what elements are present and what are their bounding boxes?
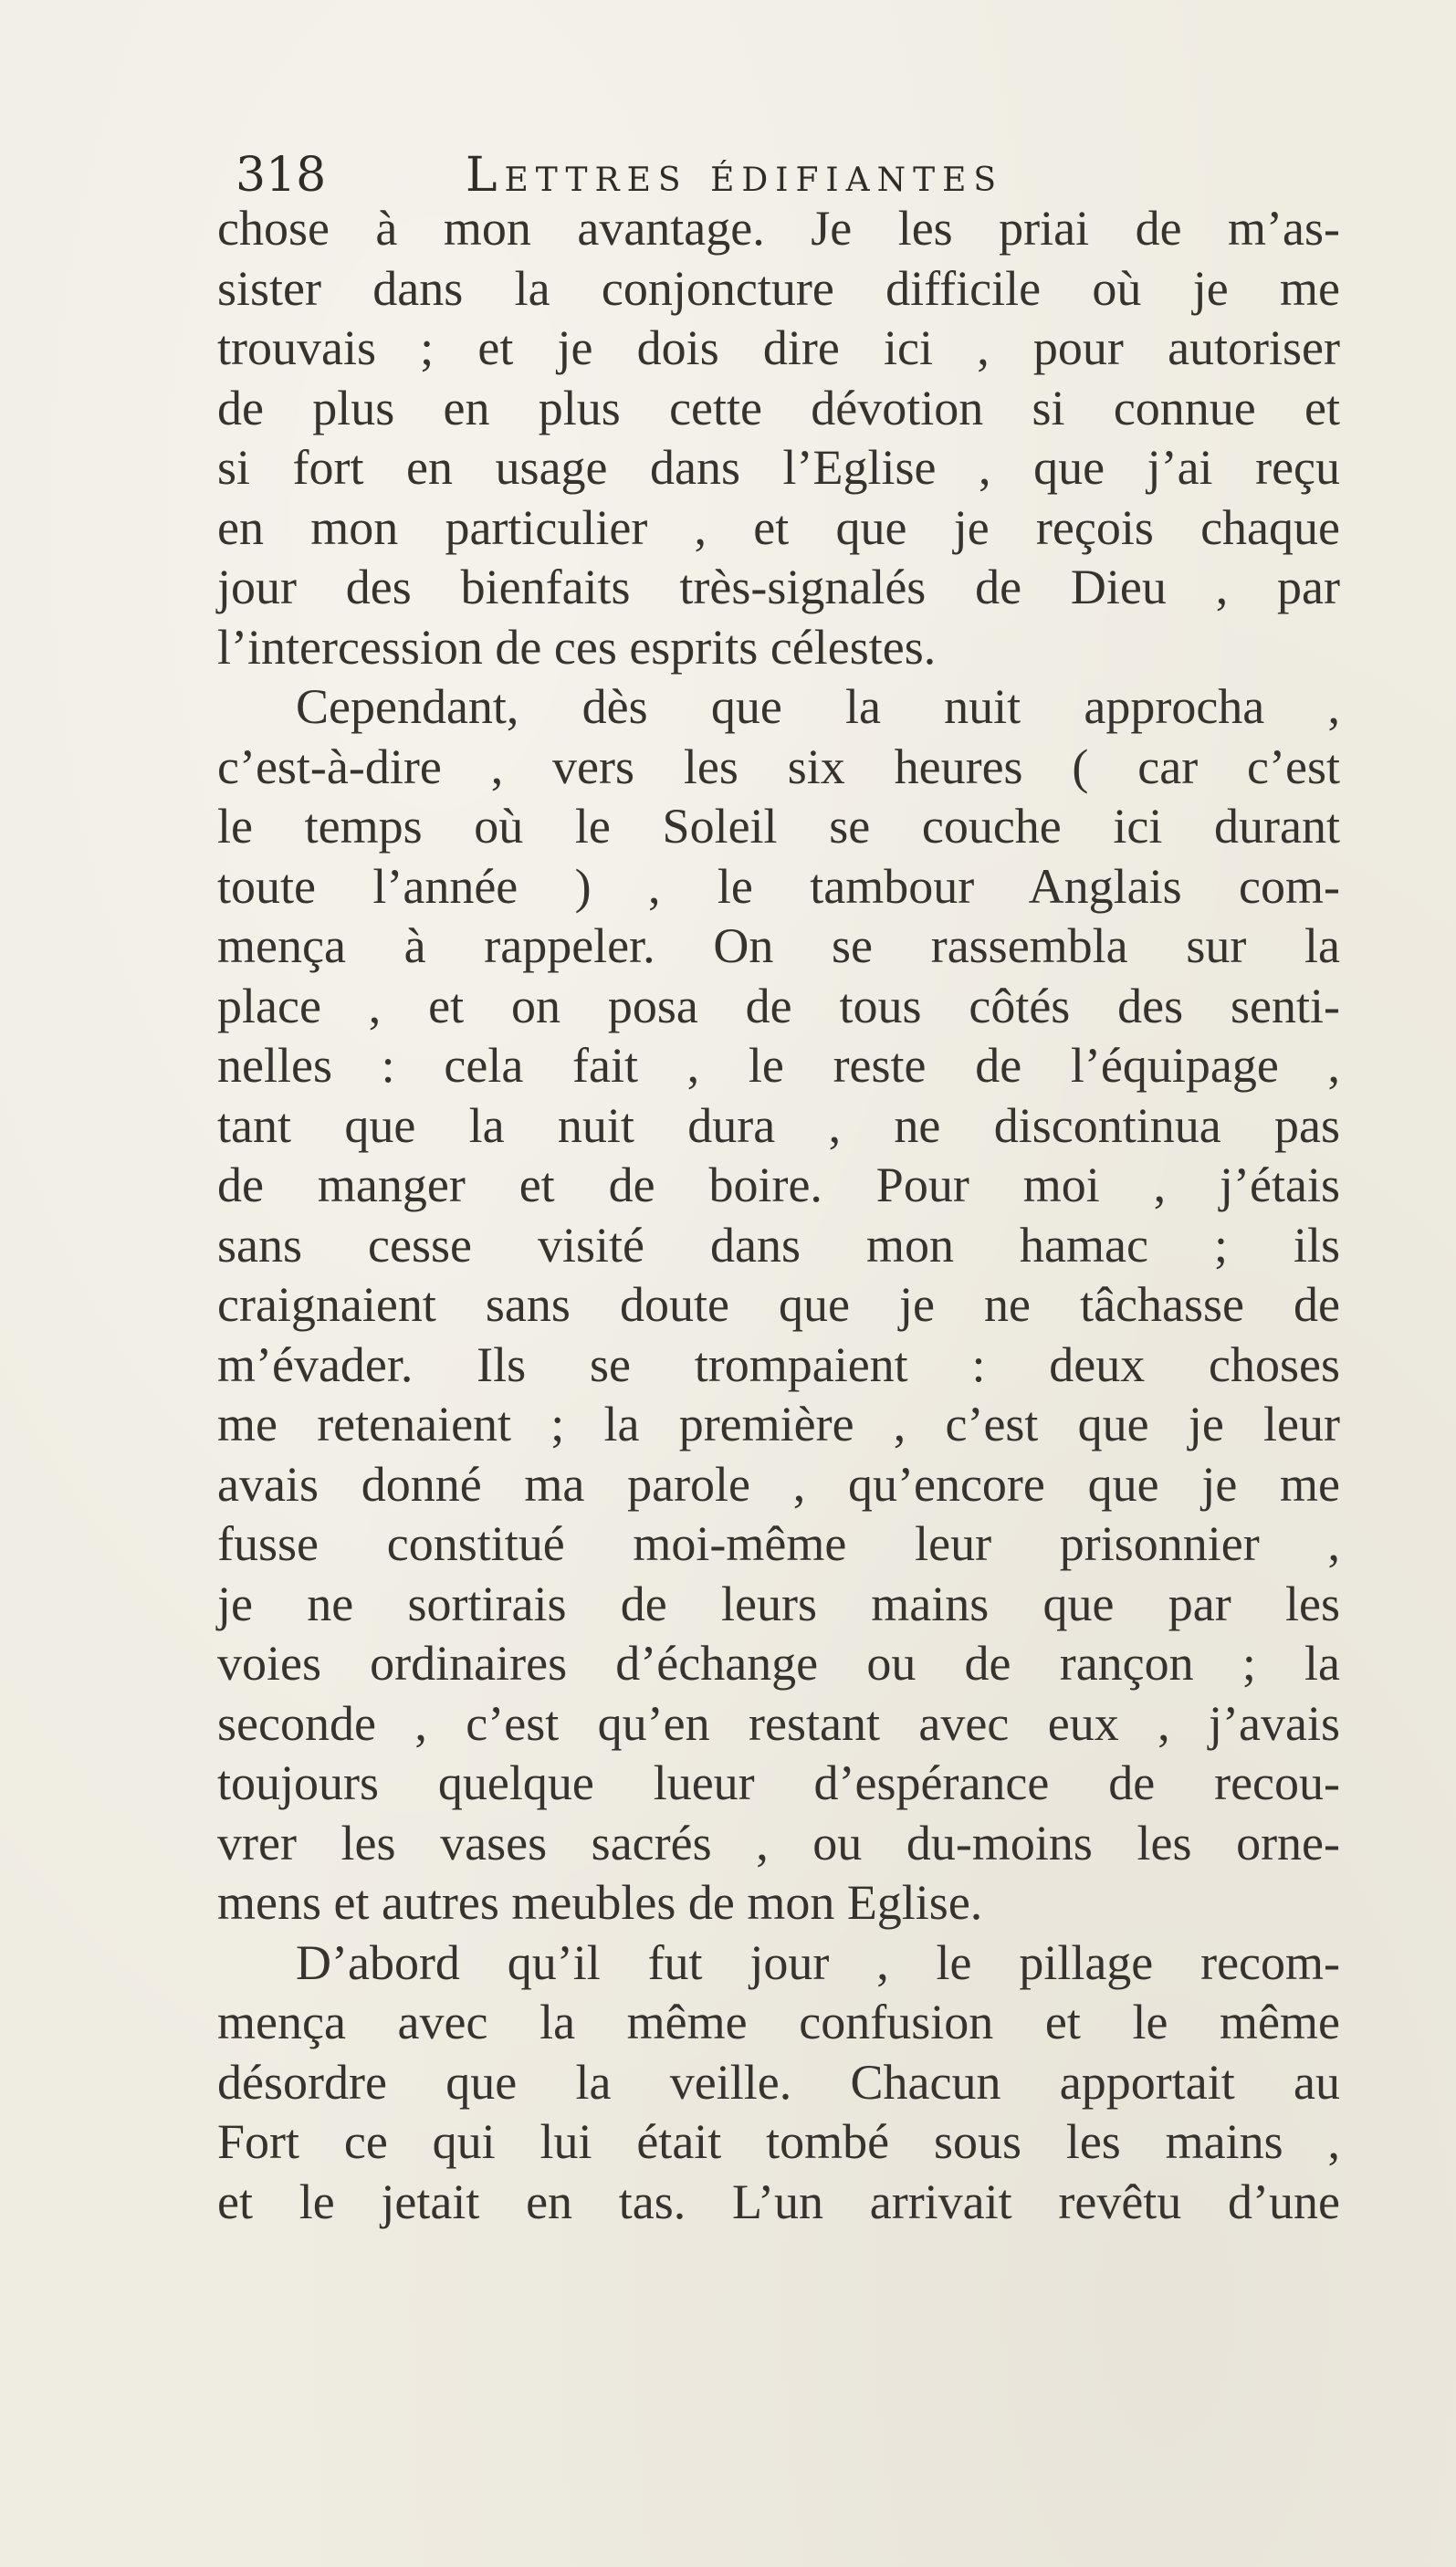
text-line: chose à mon avantage. Je les priai de m’as- xyxy=(217,201,1340,256)
text-line: place , et on posa de tous côtés des senti- xyxy=(217,978,1340,1033)
text-line: toujours quelque lueur d’espérance de recou- xyxy=(217,1755,1340,1810)
text-line: le temps où le Soleil se couche ici durant xyxy=(217,799,1340,854)
text-line: trouvais ; et je dois dire ici , pour autoriser xyxy=(217,320,1340,375)
text-line: Fort ce qui lui était tombé sous les mains , xyxy=(217,2114,1340,2169)
text-line: mença à rappeler. On se rassembla sur la xyxy=(217,918,1340,973)
page-number: 318 xyxy=(236,148,327,203)
text-line: de plus en plus cette dévotion si connue et xyxy=(217,380,1340,435)
text-line: sans cesse visité dans mon hamac ; ils xyxy=(217,1217,1340,1273)
text-line: voies ordinaires d’échange ou de rançon ; la xyxy=(217,1636,1340,1691)
text-line: sister dans la conjoncture difficile où je me xyxy=(217,260,1340,316)
text-line: m’évader. Ils se trompaient : deux choses xyxy=(217,1336,1340,1392)
text-line: me retenaient ; la première , c’est que je leur xyxy=(217,1397,1340,1451)
text-line: c’est-à-dire , vers les six heures ( car c’est xyxy=(217,739,1340,794)
text-line: tant que la nuit dura , ne discontinua pas xyxy=(217,1097,1340,1153)
text-line: en mon particulier , et que je reçois chaque xyxy=(217,499,1340,555)
text-line: nelles : cela fait , le reste de l’équipage , xyxy=(217,1038,1340,1093)
text-line: mença avec la même confusion et le même xyxy=(217,1995,1340,2049)
text-line: fusse constitué moi-même leur prisonnier , xyxy=(217,1516,1340,1571)
text-line: de manger et de boire. Pour moi , j’étais xyxy=(217,1158,1340,1212)
page-header xyxy=(236,146,1313,204)
text-line: toute l’année ) , le tambour Anglais com- xyxy=(217,858,1340,914)
text-line: craignaient sans doute que je ne tâchasse de xyxy=(217,1277,1340,1332)
text-line: l’intercession de ces esprits célestes. xyxy=(217,619,937,675)
text-line: mens et autres meubles de mon Eglise. xyxy=(217,1875,983,1930)
text-line: désordre que la veille. Chacun apportait au xyxy=(217,2054,1340,2110)
text-line: si fort en usage dans l’Eglise , que j’ai reçu xyxy=(217,440,1340,495)
text-line: avais donné ma parole , qu’encore que je me xyxy=(217,1456,1340,1512)
text-line: je ne sortirais de leurs mains que par les xyxy=(217,1576,1340,1631)
text-line: jour des bienfaits très-signalés de Dieu , par xyxy=(217,560,1340,614)
text-line: vrer les vases sacrés , ou du-moins les orne- xyxy=(217,1815,1340,1870)
text-line: et le jetait en tas. L’un arrivait revêtu d’une xyxy=(217,2174,1340,2229)
body-text xyxy=(217,199,1340,2232)
text-line: seconde , c’est qu’en restant avec eux , j’avais xyxy=(217,1695,1340,1751)
text-line: Cependant, dès que la nuit approcha , xyxy=(296,679,1340,734)
text-line: D’abord qu’il fut jour , le pillage recom- xyxy=(296,1934,1340,1990)
running-title: Lettres édifiantes xyxy=(466,148,1004,203)
